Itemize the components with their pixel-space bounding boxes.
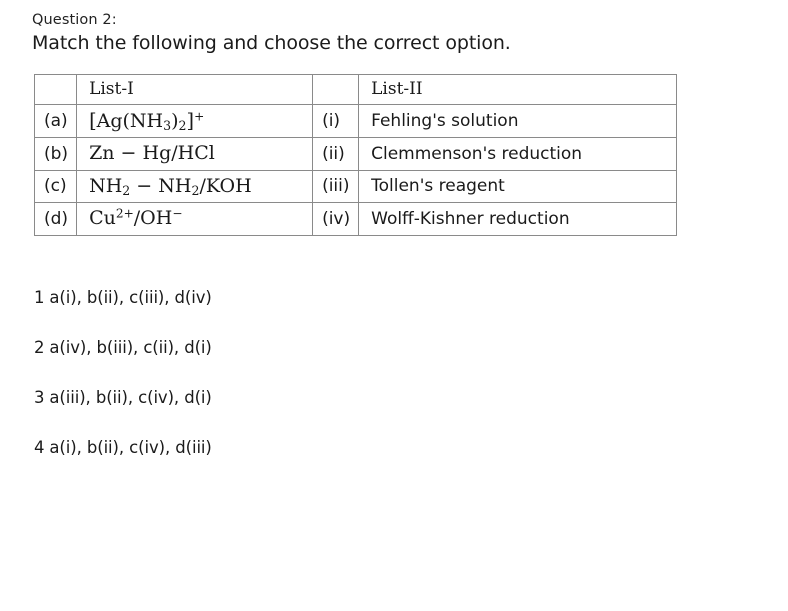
- row-number: (i): [313, 104, 359, 138]
- header-list-1: List-I: [77, 75, 313, 105]
- option-label: a(i), b(ii), c(iv), d(iii): [49, 437, 212, 457]
- table-row: [35, 170, 677, 203]
- option-number: 4: [34, 437, 45, 457]
- row-formula: [77, 170, 313, 203]
- option-number: 1: [34, 287, 45, 307]
- option-number: 2: [34, 337, 45, 357]
- table-row: [35, 104, 677, 138]
- row-key: (c): [35, 170, 77, 203]
- header-blank-right: [313, 75, 359, 105]
- row-number: (iii): [313, 170, 359, 203]
- header-blank-left: [35, 75, 77, 105]
- table-header-row: [35, 75, 677, 105]
- row-name: Wolff-Kishner reduction: [359, 203, 677, 236]
- option-3[interactable]: [34, 388, 760, 407]
- row-key: (a): [35, 104, 77, 138]
- row-formula: [77, 138, 313, 171]
- formula-text: $NH_2 - NH_2/KOH$: [89, 174, 252, 198]
- question-label: Question 2:: [32, 12, 117, 28]
- formula-text: Zn − Hg/HCl: [89, 142, 215, 165]
- row-number: (ii): [313, 138, 359, 171]
- table-row: [35, 138, 677, 171]
- option-label: a(iii), b(ii), c(iv), d(i): [49, 387, 212, 407]
- row-number: (iv): [313, 203, 359, 236]
- header-list-2: List-II: [359, 75, 677, 105]
- row-key: (d): [35, 203, 77, 236]
- option-label: a(i), b(ii), c(iii), d(iv): [49, 287, 212, 307]
- options-list: [34, 288, 760, 457]
- question-text: Match the following and choose the correct option.: [32, 32, 511, 54]
- formula-text: $Cu^{2+}/OH^-$: [89, 206, 183, 230]
- table-row: [35, 203, 677, 236]
- option-1[interactable]: [34, 288, 760, 307]
- row-key: (b): [35, 138, 77, 171]
- row-name: Tollen's reagent: [359, 170, 677, 203]
- formula-text: $[Ag(NH_3)_2]^+$: [89, 108, 205, 133]
- match-table: [34, 74, 677, 236]
- row-formula: [77, 203, 313, 236]
- option-2[interactable]: [34, 338, 760, 357]
- option-label: a(iv), b(iii), c(ii), d(i): [49, 337, 212, 357]
- row-name: Fehling's solution: [359, 104, 677, 138]
- option-4[interactable]: [34, 438, 760, 457]
- option-number: 3: [34, 387, 45, 407]
- row-name: Clemmenson's reduction: [359, 138, 677, 171]
- row-formula: [77, 104, 313, 138]
